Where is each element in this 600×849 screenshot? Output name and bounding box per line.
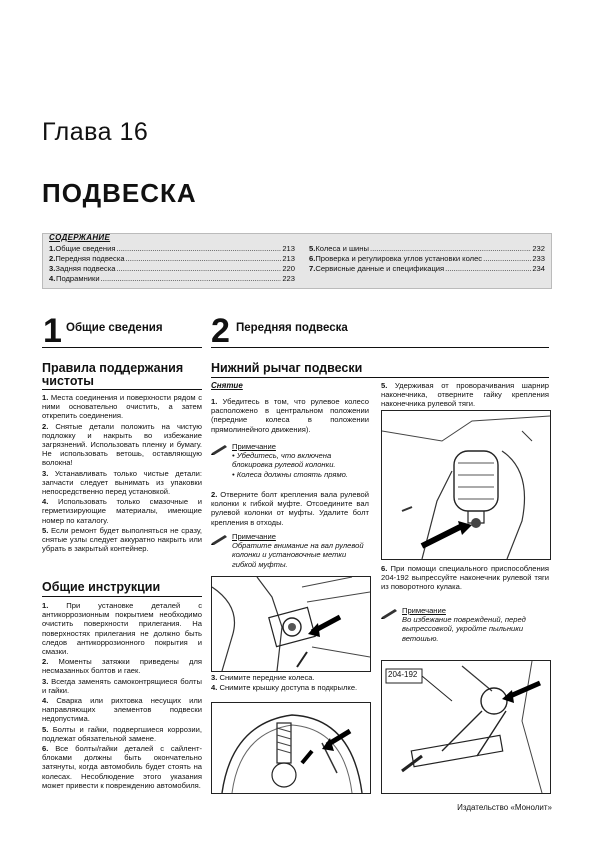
subsection-rule [42,596,202,597]
list-item: 5. Если ремонт будет выполняться не сразу, снятые узлы следует аккуратно накрыть или убрать в закрытый контейнер. [42,525,202,554]
step-1: 1. Убедитесь в том, что рулевое колесо расположено в центральном положении (передние колеса в положении прямолинейного движения). [211,397,369,434]
list-item: 2. Моменты затяжки приведены для несмазанных болтов и гаек. [42,657,202,676]
step-6: 6. При помощи специального приспособления 204-192 выпрессуйте наконечник рулевой тяги из поворотного кулака. [381,564,549,592]
list-item: 2. Снятые детали положить на чистую подложку и накрыть во избежание загрязнений. Использовать пленку и бумагу. Не использовать ветошь, оставляющую волокна! [42,421,202,468]
note-1: Примечание • Убедитесь, что включена блокировка рулевой колонки. • Колеса должны стоять прямо. [232,442,348,479]
step-4: 4. Снимите крышку доступа в подкрылке. [211,683,358,692]
note-2: Примечание Обратите внимание на вал рулевой колонки и установочные метки гибкой муфты. [232,532,364,569]
note-pen-icon [211,533,229,545]
note-3: Примечание Во избежание повреждений, перед выпрессовкой, укройте пыльники ветошью. [402,606,526,643]
toc-item[interactable]: 3. Задняя подвеска ..... 220 [49,264,295,274]
figure-tie-rod-end [381,410,551,560]
toc-heading: СОДЕРЖАНИЕ [49,233,111,242]
subsection-title-cleanliness: Правила поддержания чистоты [42,361,184,388]
section-1-number: 1 [43,312,62,350]
chapter-label: Глава 16 [42,118,149,146]
page-title: ПОДВЕСКА [42,178,197,208]
list-item: 3. Всегда заменять самоконтрящиеся болты и гайки. [42,676,202,695]
subsection-rule [42,389,202,390]
section-1-title: Общие сведения [66,322,163,334]
wheel-arch-illustration [212,703,370,793]
subsection-title-general: Общие инструкции [42,580,161,594]
note-pen-icon [211,443,229,455]
toc-item[interactable]: 6. Проверка и регулировка углов установки колес ..... 233 [309,254,545,264]
list-item: 1. Места соединения и поверхности рядом с ними основательно очистить, а затем открепить соединения. [42,393,202,421]
steering-shaft-illustration [212,577,370,671]
general-instructions-list [42,601,202,791]
step-5: 5. Удерживая от проворачивания шарнир наконечника, отверните гайку крепления наконечника рулевой тяги. [381,381,549,409]
subsection-title-lower-arm: Нижний рычаг подвески [211,361,363,375]
publisher-footer: Издательство «Монолит» [457,803,552,812]
cleanliness-list [42,393,202,554]
toc-right-column [309,244,545,274]
tie-rod-end-illustration [382,411,550,559]
toc-item[interactable]: 2. Передняя подвеска ..... 213 [49,254,295,264]
section-1-rule [42,347,202,348]
list-item: 4. Сварка или рихтовка несущих или направляющих элементов подвески недопустима. [42,696,202,724]
list-item: 3. Устанавливать только чистые детали: запчасти следует вынимать из упаковки непосредственно перед установкой. [42,468,202,497]
section-2-title: Передняя подвеска [236,322,348,334]
step-3: 3. Снимите передние колеса. [211,673,315,682]
toc-left-column [49,244,295,284]
step-2: 2. Отверните болт крепления вала рулевой колонки к гибкой муфте. Отсоедините вал рулевой колонки от муфты. Удалите болт крепления в отходы. [211,490,369,527]
toc-item[interactable]: 4. Подрамники ..... 223 [49,274,295,284]
list-item: 4. Использовать только смазочные и герметизирующие материалы, имеющие номер по каталогу. [42,497,202,525]
list-item: 5. Болты и гайки, подвергшиеся коррозии, подлежат обязательной замене. [42,724,202,743]
figure-special-tool [381,660,551,794]
section-2-rule [211,347,549,348]
toc-item[interactable]: 1. Общие сведения ..... 213 [49,244,295,254]
toc-item[interactable]: 7. Сервисные данные и спецификация ..... 234 [309,264,545,274]
removal-heading: Снятие [211,381,243,390]
list-item: 1. При установке деталей с антикоррозионным покрытием необходимо очистить поверхности прилегания. На поверхностях прилегания не должно быть следов антикоррозионного покрытия и смазки. [42,601,202,657]
list-item: 6. Все болты/гайки деталей с сайлент-блоками должны быть окончательно затянуты, когда автомобиль будет стоять на колесах. Несоблюдение этого указания может привести к повреждению автомобиля. [42,744,202,790]
subsection-rule [211,377,549,378]
figure-wheel-arch [211,702,371,794]
tool-number-label: 204-192 [388,670,418,679]
section-2-number: 2 [211,312,230,350]
special-tool-illustration [382,661,550,793]
toc-item[interactable]: 5. Колеса и шины ..... 232 [309,244,545,254]
table-of-contents [42,233,552,289]
note-pen-icon [381,607,399,619]
figure-steering-shaft [211,576,371,672]
